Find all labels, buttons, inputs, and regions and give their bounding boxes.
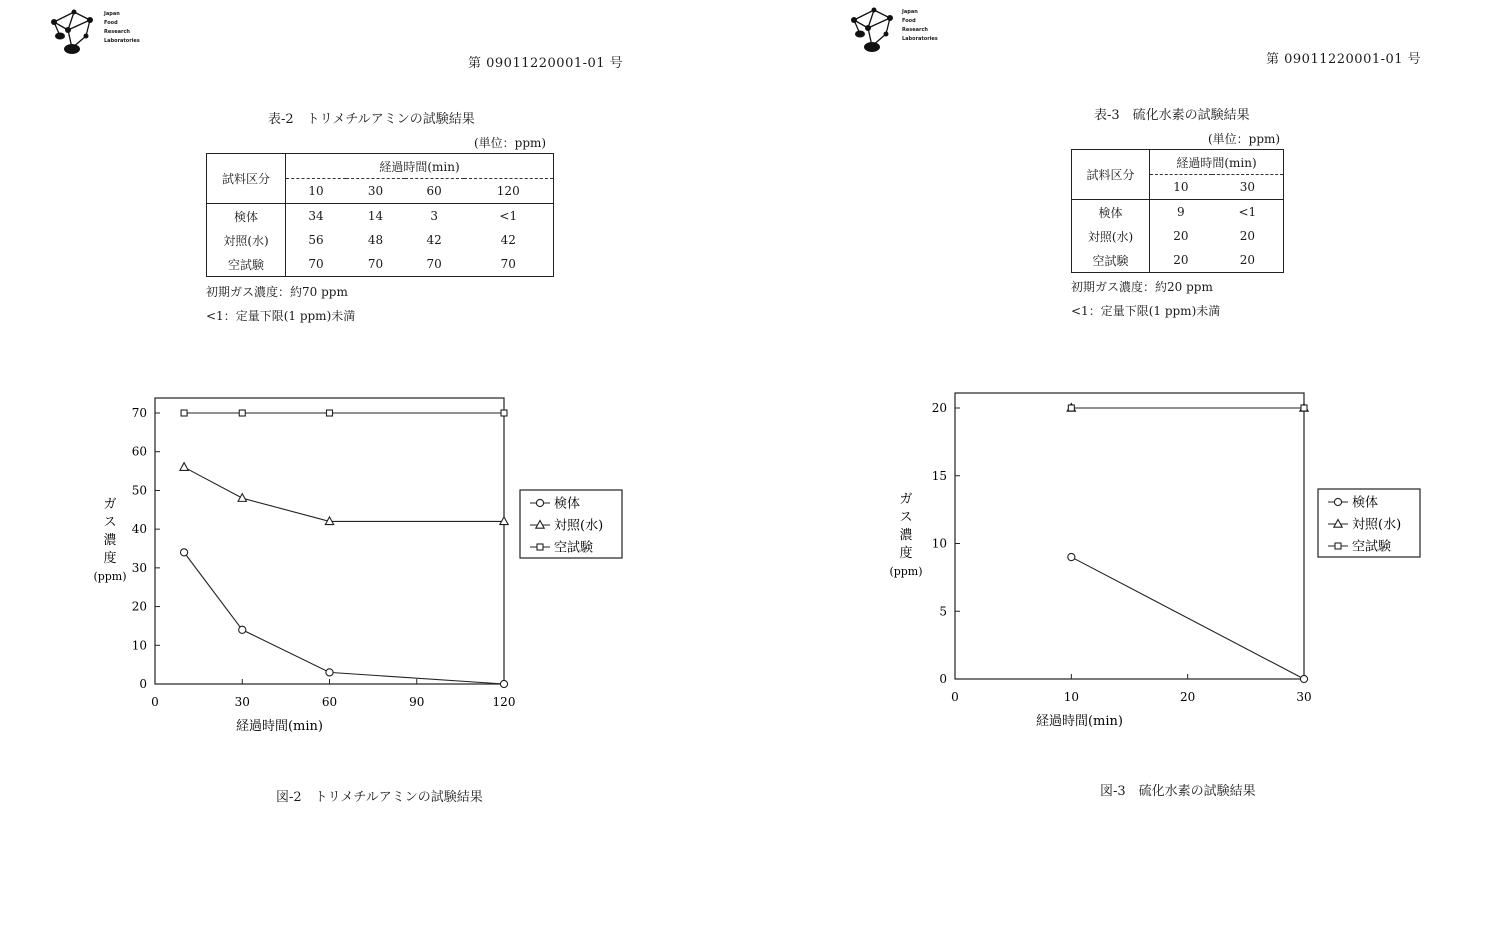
sample-header: 試料区分: [1072, 150, 1150, 200]
y-tick-label: 10: [931, 536, 947, 551]
legend-marker: [537, 544, 543, 550]
data-point: [239, 626, 246, 633]
results-table: [1071, 149, 1284, 273]
row-label: 対照(水): [1072, 224, 1150, 248]
document-number: 第 09011220001-01 号: [1266, 52, 1422, 67]
y-tick-label: 70: [131, 406, 147, 420]
data-point: [500, 517, 508, 525]
data-point: [180, 463, 188, 471]
data-point: [501, 410, 507, 416]
table-cell: 20: [1239, 253, 1255, 267]
legend-label: 空試験: [1352, 539, 1392, 555]
table-row: [207, 204, 554, 229]
y-axis-label: ガス濃度(ppm): [93, 497, 127, 583]
unit-label: (単位：ppm): [1208, 132, 1281, 146]
data-point: [1068, 405, 1074, 411]
y-tick-label: 5: [939, 604, 947, 619]
row-label: 検体: [207, 204, 286, 229]
table-row: [1072, 224, 1284, 248]
trimethylamine-chart: [0, 380, 700, 760]
y-tick-label: 10: [131, 638, 147, 653]
data-point: [181, 410, 187, 416]
table-cell: 20: [1239, 229, 1255, 243]
initial-gas-note: 初期ガス濃度：約70 ppm: [206, 285, 348, 299]
figure-caption: 図-3 硫化水素の試験結果: [1100, 784, 1256, 799]
logo-line: Research: [104, 29, 130, 35]
table-cell: 20: [1173, 229, 1189, 243]
y-tick-label: 40: [131, 522, 147, 537]
table-cell: 14: [367, 209, 384, 223]
y-axis-label: ガス濃度(ppm): [889, 492, 923, 578]
row-label: 対照(水): [207, 228, 286, 252]
y-tick-label: 20: [131, 599, 147, 614]
logo-line: Food: [902, 18, 916, 24]
table-row: [207, 228, 554, 252]
legend-marker: [1335, 543, 1341, 549]
table-cell: 42: [426, 233, 442, 247]
logo-line: Japan: [902, 9, 918, 15]
data-point: [180, 549, 187, 556]
legend-label: 検体: [1352, 495, 1379, 511]
lab-name: [104, 10, 140, 46]
series-line: [184, 552, 504, 684]
table-cell: 20: [1173, 253, 1189, 267]
data-point: [327, 410, 333, 416]
column-header: 30: [346, 179, 405, 204]
y-tick-label: 30: [131, 560, 147, 575]
y-tick-label: 20: [931, 401, 947, 415]
legend-label: 対照(水): [554, 518, 604, 534]
logo-line: Laboratories: [902, 36, 938, 42]
row-label: 空試験: [207, 252, 286, 277]
network-logo-icon: [44, 6, 102, 58]
hydrogen-sulfide-chart: [750, 375, 1450, 750]
table-cell: 70: [500, 257, 516, 271]
y-tick-label: 0: [939, 672, 947, 686]
y-tick-label: 60: [131, 444, 147, 459]
data-point: [326, 669, 333, 676]
series-line: [184, 467, 504, 521]
table-cell: 56: [308, 233, 324, 247]
table-cell: 48: [367, 233, 384, 247]
y-tick-label: 50: [131, 483, 147, 498]
column-header: 120: [464, 179, 554, 204]
table-cell: 42: [500, 233, 516, 247]
column-header: 10: [1150, 175, 1212, 200]
x-tick-label: 0: [151, 695, 159, 709]
time-header: 経過時間(min): [286, 154, 554, 179]
logo-line: Japan: [104, 11, 120, 17]
row-label: 検体: [1072, 200, 1150, 225]
x-tick-label: 90: [409, 695, 425, 709]
table-cell: <1: [1238, 205, 1257, 219]
x-axis-label: 経過時間(min): [1035, 714, 1124, 729]
plot-frame: [955, 393, 1304, 679]
x-tick-label: 0: [951, 690, 959, 704]
time-header: 経過時間(min): [1150, 150, 1284, 175]
table-row: [207, 252, 554, 277]
table-cell: 70: [367, 257, 384, 271]
table-cell: 9: [1177, 205, 1185, 219]
x-tick-label: 30: [234, 695, 250, 709]
x-axis-label: 経過時間(min): [235, 719, 324, 734]
table-cell: <1: [499, 209, 518, 223]
unit-label: (単位：ppm): [474, 136, 547, 150]
data-point: [1068, 553, 1075, 560]
y-tick-label: 15: [931, 468, 947, 483]
column-header: 60: [405, 179, 464, 204]
table-row: [1072, 248, 1284, 273]
table-caption: 表-3 硫化水素の試験結果: [1094, 108, 1250, 123]
logo-line: Laboratories: [104, 38, 140, 44]
legend-marker: [1334, 498, 1341, 505]
figure-caption: 図-2 トリメチルアミンの試験結果: [276, 790, 483, 805]
x-tick-label: 60: [321, 695, 338, 709]
x-tick-label: 20: [1180, 690, 1196, 704]
document-number: 第 09011220001-01 号: [468, 56, 624, 71]
data-point: [239, 410, 245, 416]
lab-name: [902, 8, 938, 44]
legend-marker: [536, 499, 543, 506]
table-cell: 70: [426, 257, 442, 271]
y-tick-label: 0: [139, 677, 147, 691]
table-row: [1072, 200, 1284, 225]
legend-label: 検体: [554, 496, 581, 512]
right-page: [750, 0, 1500, 932]
table-cell: 34: [308, 209, 324, 223]
data-point: [1301, 405, 1307, 411]
column-header: 30: [1212, 175, 1284, 200]
x-tick-label: 10: [1063, 690, 1079, 704]
x-tick-label: 30: [1296, 690, 1312, 704]
data-point: [1300, 675, 1307, 682]
results-table: [206, 153, 554, 277]
logo-line: Food: [104, 20, 118, 26]
quantitation-limit-note: <1：定量下限(1 ppm)未満: [206, 309, 356, 323]
data-point: [500, 680, 507, 687]
initial-gas-note: 初期ガス濃度：約20 ppm: [1071, 280, 1213, 294]
table-caption: 表-2 トリメチルアミンの試験結果: [268, 112, 475, 127]
x-tick-label: 120: [492, 695, 516, 709]
sample-header: 試料区分: [207, 154, 286, 204]
table-cell: 70: [308, 257, 324, 271]
legend-label: 空試験: [554, 540, 594, 556]
quantitation-limit-note: <1：定量下限(1 ppm)未満: [1071, 304, 1221, 318]
table-cell: 3: [430, 209, 438, 223]
column-header: 10: [286, 179, 347, 204]
series-line: [1071, 557, 1304, 679]
network-logo-icon: [844, 4, 902, 56]
row-label: 空試験: [1072, 248, 1150, 273]
legend-label: 対照(水): [1352, 517, 1402, 533]
plot-frame: [155, 398, 504, 684]
logo-line: Research: [902, 27, 928, 33]
data-point: [238, 494, 246, 502]
